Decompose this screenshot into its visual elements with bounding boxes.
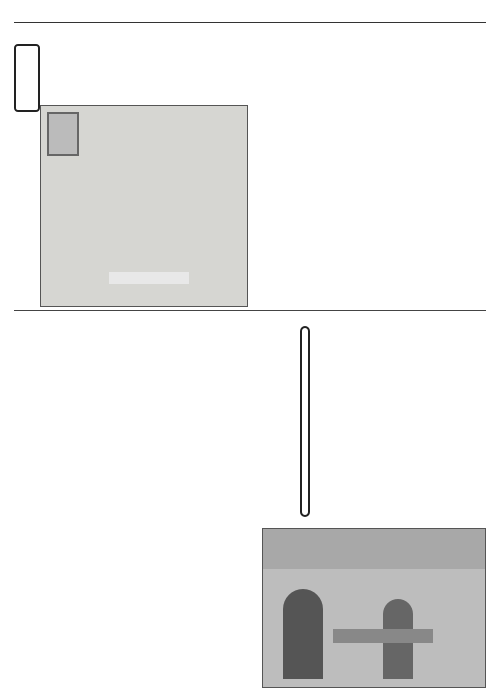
certificate-photo (40, 105, 248, 307)
banner-title (300, 326, 310, 517)
prefecture-treasure-badge (14, 44, 40, 112)
classroom-photo (262, 528, 486, 688)
health-class-banner (292, 320, 362, 520)
page-header (14, 4, 486, 23)
mid-article (220, 316, 290, 521)
left-article (14, 316, 214, 686)
section-divider (14, 310, 486, 311)
photo-wall (263, 529, 485, 569)
table (333, 629, 433, 643)
bottom-mid-article (220, 528, 260, 686)
top-article (252, 105, 484, 305)
certificate-date (109, 272, 189, 284)
person-figure (283, 589, 323, 679)
mid-right-article (372, 316, 484, 521)
seal-mark (47, 112, 79, 156)
